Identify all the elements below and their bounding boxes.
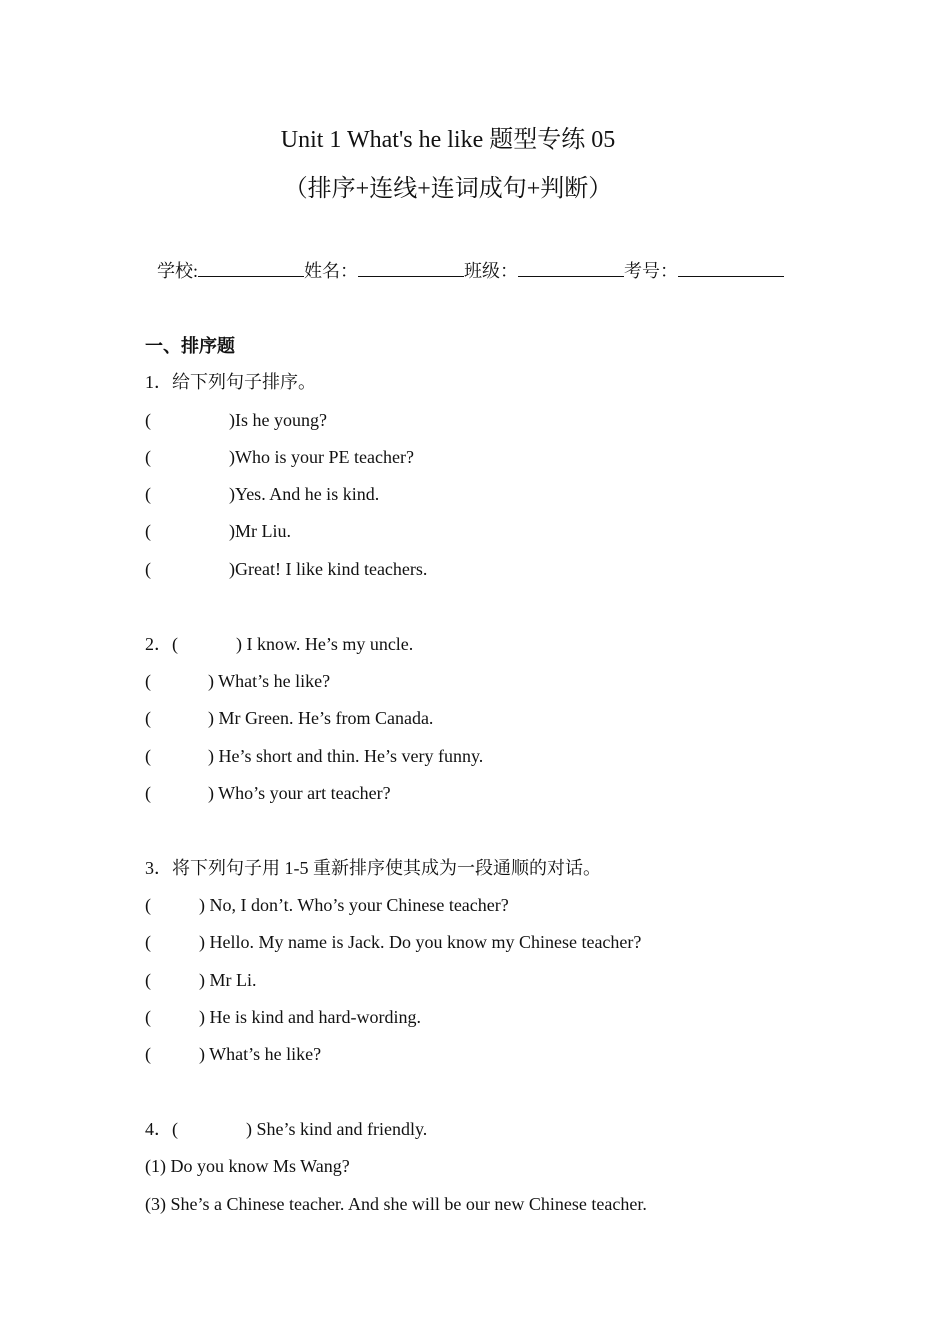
q1-item-3: ( )Yes. And he is kind.: [145, 484, 380, 504]
q2-item-4: ( ) He’s short and thin. He’s very funny.: [145, 746, 484, 766]
q1-item-text: Is he young?: [235, 410, 327, 430]
answer-bracket[interactable]: (: [145, 484, 151, 504]
q3-item-text: Hello. My name is Jack. Do you know my Chinese teacher?: [209, 932, 642, 952]
q3-item-3: ( ) Mr Li.: [145, 970, 257, 990]
q2-item-text: Who’s your art teacher?: [218, 783, 391, 803]
q3-item-text: Mr Li.: [209, 970, 257, 990]
q2-item-3: ( ) Mr Green. He’s from Canada.: [145, 708, 434, 728]
q3-item-1: ( ) No, I don’t. Who’s your Chinese teacher?: [145, 895, 509, 915]
number-label: 考号：: [624, 261, 679, 281]
title: Unit 1 What's he like 题型专练 05: [280, 127, 616, 153]
q1-item-2: ( )Who is your PE teacher?: [145, 447, 414, 467]
q2-item-text: He’s short and thin. He’s very funny.: [218, 746, 484, 766]
q2-item-text: Mr Green. He’s from Canada.: [218, 708, 434, 728]
q3-item-4: ( ) He is kind and hard-wording.: [145, 1007, 421, 1027]
answer-bracket[interactable]: (: [145, 1044, 151, 1064]
q2-item-1: 2．( ) I know. He’s my uncle.: [145, 634, 414, 654]
q3-item-2: ( ) Hello. My name is Jack. Do you know my Chinese teacher?: [145, 932, 642, 952]
name-blank[interactable]: [358, 258, 464, 277]
q1-item-text: Great! I like kind teachers.: [235, 559, 428, 579]
q3-item-text: He is kind and hard-wording.: [209, 1007, 421, 1027]
answer-bracket[interactable]: (: [145, 708, 151, 728]
q1-item-text: Mr Liu.: [235, 521, 291, 541]
answer-bracket[interactable]: (: [145, 895, 151, 915]
q1-item-1: ( )Is he young?: [145, 410, 327, 430]
q2-item-5: ( ) Who’s your art teacher?: [145, 783, 391, 803]
answer-bracket[interactable]: (: [145, 783, 151, 803]
school-blank[interactable]: [198, 258, 304, 277]
answer-bracket[interactable]: (: [145, 521, 151, 541]
class-label: 班级：: [464, 261, 519, 281]
q3-item-text: No, I don’t. Who’s your Chinese teacher?: [209, 895, 509, 915]
answer-bracket[interactable]: (: [145, 671, 151, 691]
q2-number: 2．: [145, 634, 172, 654]
q4-line-2: (3) She’s a Chinese teacher. And she will be our new Chinese teacher.: [145, 1194, 647, 1214]
answer-bracket[interactable]: (: [145, 932, 151, 952]
answer-bracket[interactable]: (: [145, 410, 151, 430]
school-label: 学校:: [157, 261, 199, 281]
q4-item-text: She’s kind and friendly.: [256, 1119, 428, 1139]
q4-number: 4．: [145, 1119, 172, 1139]
answer-bracket[interactable]: (: [145, 559, 151, 579]
q2-item-2: ( ) What’s he like?: [145, 671, 331, 691]
student-info-row: [157, 258, 784, 283]
q1-item-text: Yes. And he is kind.: [235, 484, 380, 504]
answer-bracket[interactable]: (: [145, 746, 151, 766]
q4-item-1: 4．( ) She’s kind and friendly.: [145, 1119, 428, 1139]
name-label: 姓名：: [304, 261, 359, 281]
answer-bracket[interactable]: (: [172, 1119, 178, 1139]
q1-item-4: ( )Mr Liu.: [145, 521, 291, 541]
answer-bracket[interactable]: (: [145, 970, 151, 990]
class-blank[interactable]: [518, 258, 624, 277]
subtitle: （排序+连线+连词成句+判断）: [283, 176, 613, 202]
number-blank[interactable]: [678, 258, 784, 277]
q3-prompt: 3．将下列句子用 1-5 重新排序使其成为一段通顺的对话。: [145, 858, 601, 878]
q1-prompt: 1．给下列句子排序。: [145, 372, 316, 392]
section-heading: 一、排序题: [145, 336, 235, 356]
answer-bracket[interactable]: (: [145, 1007, 151, 1027]
answer-bracket[interactable]: (: [145, 447, 151, 467]
q1-item-5: ( )Great! I like kind teachers.: [145, 559, 428, 579]
answer-bracket[interactable]: (: [172, 634, 178, 654]
q3-item-5: ( ) What’s he like?: [145, 1044, 322, 1064]
q4-line-1: (1) Do you know Ms Wang?: [145, 1156, 350, 1176]
q1-item-text: Who is your PE teacher?: [235, 447, 414, 467]
q3-item-text: What’s he like?: [209, 1044, 322, 1064]
q2-item-text: I know. He’s my uncle.: [246, 634, 414, 654]
q2-item-text: What’s he like?: [218, 671, 331, 691]
